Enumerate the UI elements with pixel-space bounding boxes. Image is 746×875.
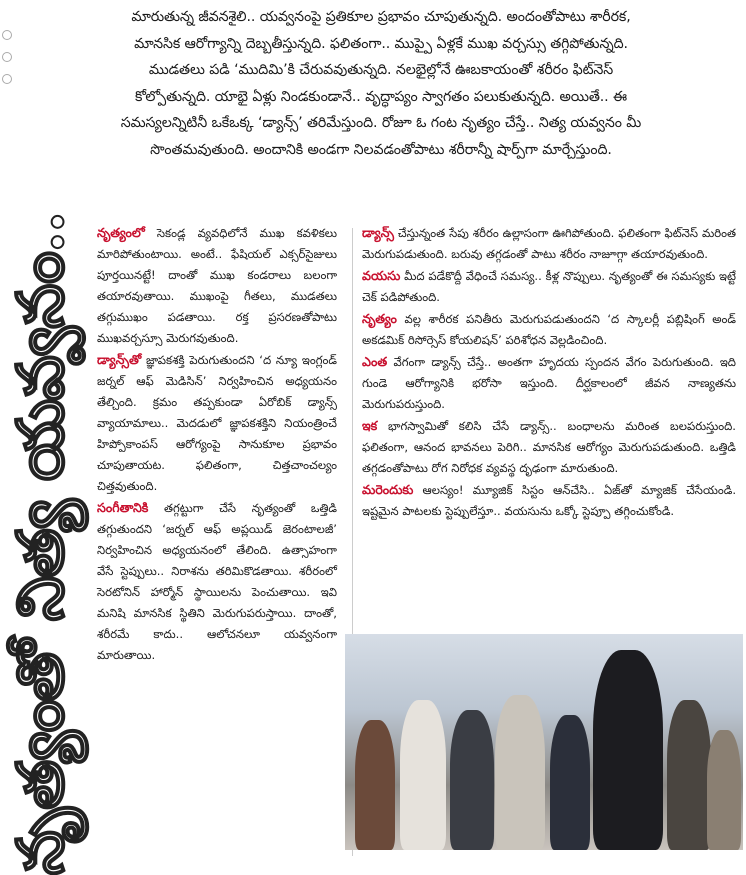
dancer-figure — [495, 695, 545, 850]
paragraph — [362, 351, 736, 415]
dot-icon — [2, 30, 12, 40]
dancer-figure — [355, 720, 395, 850]
paragraph — [362, 415, 736, 479]
paragraph-text: చేస్తున్నంత సేపు శరీరం ఉల్లాసంగా ఊగిపోతుంది. ఫలితంగా ఫిట్‌నెస్ మరింత మెరుగుపడుతుంది. బరువు తగ్గడంతో పాటు శరీరం నాజూగ్గా తయారవుతుంది. — [362, 226, 736, 261]
vertical-title — [3, 212, 88, 875]
intro-line: సమస్యలన్నిటినీ ఒకేఒక్క ‘డ్యాన్స్’ తరిమేస్తుంది. రోజూ ఓ గంట నృత్యం చేస్తే.. నిత్య యవ్వనం మీ — [120, 115, 642, 132]
paragraph — [97, 497, 337, 666]
paragraph-text: వల్ల శారీరక పనితీరు మెరుగుపడుతుందని ‘ద స్కాలర్లీ పబ్లిషింగ్ అండ్ అకడమిక్ రిసోర్సెస్ కోయలిషన్’ పరిశోధన వెల్లడించింది. — [362, 312, 736, 347]
paragraph-lead: నృత్యంలో — [97, 225, 145, 240]
paragraph — [97, 222, 337, 349]
dancer-figure — [667, 700, 711, 850]
intro-line: ముడతలు పడి ‘ముదిమి’కి చేరువవుతున్నది. నలభైల్లోనే ఊబకాయంతో శరీరం ఫిట్‌నెస్ — [148, 62, 614, 79]
dancer-figure — [450, 710, 494, 850]
paragraph-lead: డ్యాన్స్ — [362, 225, 394, 240]
paragraph — [362, 265, 736, 308]
intro-block — [0, 0, 746, 228]
paragraph-lead: డ్యాన్స్‌తో — [97, 352, 142, 367]
intro-line: కోల్పోతున్నది. యాభై ఏళ్లు నిండకుండానే.. వృద్ధాప్యం స్వాగతం పలుకుతున్నది. అయితే.. ఈ — [134, 88, 628, 105]
paragraph-lead: ఎంత — [362, 354, 388, 369]
dancer-figure — [550, 715, 590, 850]
paragraph — [362, 222, 736, 265]
paragraph-lead: మరెందుకు — [362, 482, 414, 497]
paragraph-text: జ్ఞాపకశక్తి పెరుగుతుందని ‘ద న్యూ ఇంగ్లండ్ జర్నల్ ఆఫ్ మెడిసిన్’ నిర్వహించిన అధ్యయనం తేల్చింది. క్రమం తప్పకుండా ఏరోబిక్ డ్యాన్స్ వ్యాయామాలు.. మెదడులో జ్ఞాపకశక్తిని నియంత్రించే హిప్పోకాంపస్ ఆరోగ్యంపై సానుకూల ప్రభావం చూపుతాయట. ఫలితంగా, చిత్తచాంచల్యం చిత్తవుతుంది. — [97, 353, 337, 493]
paragraph-text: తగ్గట్టుగా చేసే నృత్యంతో ఒత్తిడి తగ్గుతుందని ‘జర్నల్ ఆఫ్ అప్లయిడ్ జెరంటాలజీ’ నిర్వహించిన అధ్యయనంలో తేలింది. ఉత్సాహంగా వేసే స్టెప్పులు.. నిరాశను తరిమికొడతాయి. శరీరంలో సెరటోనిన్ హార్మోన్ స్థాయిలను పెంచుతాయి. ఇవి మనిషి మానసిక స్థితిని మెరుగుపరుస్తాయి. దాంతో, శరీరమే కాదు.. ఆలోచనలూ యవ్వనంగా మారుతాయి. — [97, 501, 337, 662]
intro-line: మానసిక ఆరోగ్యాన్ని దెబ్బతీస్తున్నది. ఫలితంగా.. ముప్పై ఏళ్లకే ముఖ వర్చస్సు తగ్గిపోతున్నది. — [134, 35, 628, 52]
paragraph-lead: ఇక — [362, 418, 378, 433]
dancer-figure — [593, 650, 663, 850]
paragraph-lead: వయసు — [362, 268, 401, 283]
vertical-title-text: నృత్యంతో నిత్య యవ్వనం.. — [3, 212, 79, 875]
paragraph-lead: నృత్యం — [362, 311, 397, 326]
intro-line: సొంతమవుతుంది. అందానికి అండగా నిలవడంతోపాటు శరీరాన్నీ షార్ప్‌గా మార్చేస్తుంది. — [150, 141, 612, 158]
dancer-figure — [400, 700, 446, 850]
paragraph — [362, 479, 736, 522]
intro-line: మారుతున్న జీవనశైలి.. యవ్వనంపై ప్రతికూల ప్రభావం చూపుతున్నది. అందంతోపాటు శారీరక, — [131, 9, 631, 25]
paragraph — [362, 308, 736, 351]
dot-icon — [2, 74, 12, 84]
dancer-figure — [707, 730, 741, 850]
binder-dots — [2, 30, 12, 96]
dance-class-photo — [345, 634, 743, 850]
paragraph-text: మీద పడేకొద్దీ వేధించే సమస్య.. కీళ్ల నొప్పులు. నృత్యంతో ఈ సమస్యకు ఇట్టే చెక్ పడిపోతుంది. — [362, 269, 736, 304]
paragraph — [97, 349, 337, 497]
paragraph-text: భాగస్వామితో కలిసి చేసే డ్యాన్స్.. బంధాలను మరింత బలపరుస్తుంది. ఫలితంగా, ఆనంద భావనలు పెరిగి.. మానసిక ఆరోగ్యం మెరుగుపడుతుంది. ఒత్తిడి తగ్గడంతోపాటు రోగ నిరోధక వ్యవస్థ దృఢంగా మారుతుంది. — [362, 419, 736, 475]
dot-icon — [2, 52, 12, 62]
paragraph-text: వేగంగా డ్యాన్స్ చేస్తే.. అంతగా హృదయ స్పందన వేగం పెరుగుతుంది. ఇది గుండె ఆరోగ్యానికి భరోసా ఇస్తుంది. దీర్ఘకాలంలో జీవన నాణ్యతను మెరుగుపరుస్తుంది. — [362, 355, 736, 411]
paragraph-lead: సంగీతానికి — [97, 500, 149, 515]
column-right — [362, 222, 736, 522]
paragraph-text: ఆలస్యం! మ్యూజిక్ సిస్టం ఆన్‌చేసి.. ఏజ్‌తో మ్యాజిక్ చేసేయండి. ఇష్టమైన పాటలకు స్టెప్పులేస్తూ.. వయసును ఒక్కో స్టెప్పూ తగ్గించుకోండి. — [362, 483, 736, 518]
column-left — [97, 222, 337, 666]
paragraph-text: సెకండ్ల వ్యవధిలోనే ముఖ కవళికలు మారిపోతుంటాయి. అంటే.. ఫేషియల్ ఎక్సర్‌సైజులు పూర్తయినట్టే! దాంతో ముఖ కండరాలు బలంగా తయారవుతాయి. ముఖంపై గీతలు, ముడతలు తగ్గుముఖం పడతాయి. రక్త ప్రసరణతోపాటు ముఖవర్చస్సూ మెరుగవుతుంది. — [97, 226, 337, 345]
